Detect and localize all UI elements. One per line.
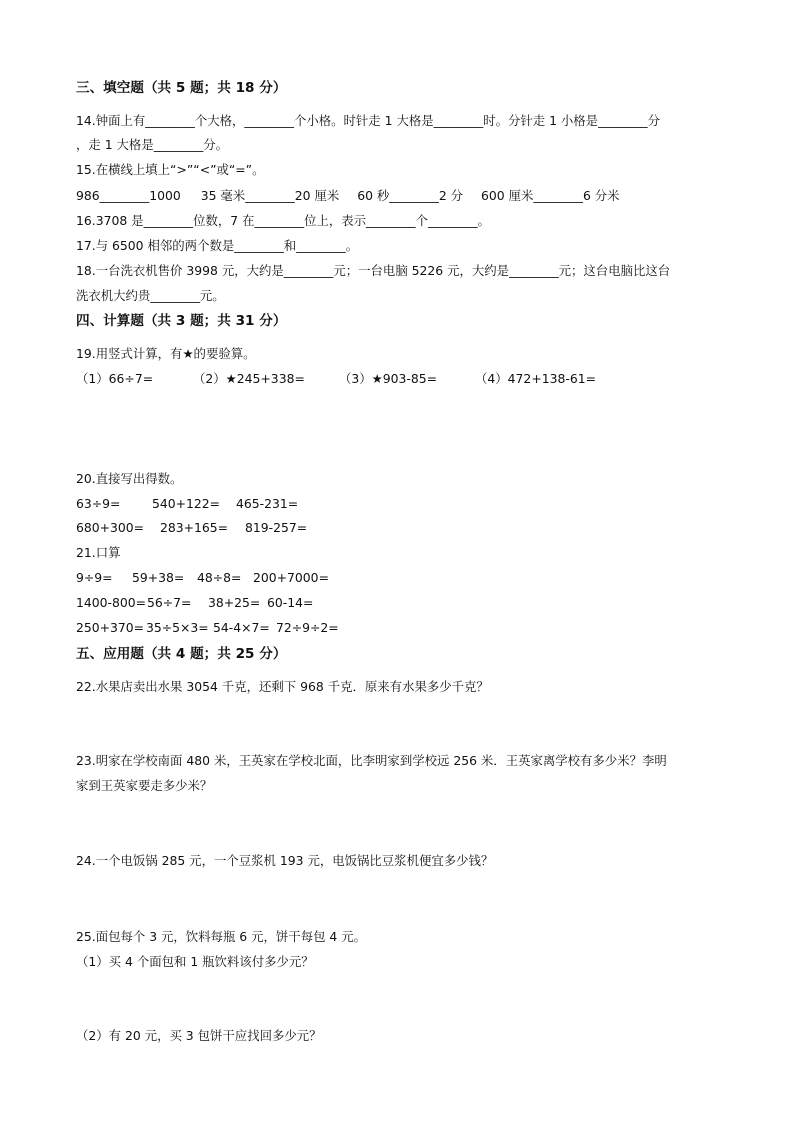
section-heading-fill-blank: 三、填空题（共 5 题；共 18 分） <box>76 80 287 96</box>
question-18-line-1: 18.一台洗衣机售价 3998 元，大约是________元；一台电脑 5226 元，大约是________元；这台电脑比这台 <box>76 263 671 278</box>
question-23-line-2: 家到王英家要走多少米？ <box>76 778 213 793</box>
question-19-items <box>76 371 596 387</box>
q20-item: 540+122= <box>152 496 221 511</box>
question-15-title: 15.在横线上填上“>”“<”或“=”。 <box>76 162 265 177</box>
q21-item: 250+370= <box>76 620 145 635</box>
question-22: 22.水果店卖出水果 3054 千克，还剩下 968 千克．原来有水果多少千克？ <box>76 679 489 694</box>
question-17: 17.与 6500 相邻的两个数是________和________。 <box>76 238 359 253</box>
question-18-line-2: 洗衣机大约贵________元。 <box>76 288 225 303</box>
question-14-line-2: ，走 1 大格是________分。 <box>76 137 229 152</box>
q21-item: 38+25= <box>208 595 261 610</box>
section-heading-calculation: 四、计算题（共 3 题；共 31 分） <box>76 313 287 329</box>
question-25-title: 25.面包每个 3 元，饮料每瓶 6 元，饼干每包 4 元。 <box>76 929 367 944</box>
section-heading-word-problems: 五、应用题（共 4 题；共 25 分） <box>76 646 287 662</box>
question-19-title: 19.用竖式计算，有★的要验算。 <box>76 346 256 361</box>
q20-item: 63÷9= <box>76 496 121 511</box>
question-21-row <box>76 595 313 611</box>
q21-item: 200+7000= <box>253 570 329 585</box>
q21-item: 9÷9= <box>76 570 113 585</box>
q19-item: （2）★245+338= <box>193 371 305 386</box>
q15-item: 35 毫米________20 厘米 <box>200 188 340 203</box>
question-21-title: 21.口算 <box>76 545 121 560</box>
q19-item: （3）★903-85= <box>339 371 438 386</box>
question-14-line-1: 14.钟面上有________个大格，________个小格。时针走 1 大格是________时。分针走 1 小格是________分 <box>76 113 661 128</box>
q20-item: 283+165= <box>160 520 229 535</box>
q19-item: （1）66÷7= <box>76 371 154 386</box>
q21-item: 35÷5×3= <box>146 620 209 635</box>
q21-item: 54-4×7= <box>213 620 270 635</box>
question-21-row <box>76 620 339 636</box>
question-25-sub-1: （1）买 4 个面包和 1 瓶饮料该付多少元？ <box>76 954 314 969</box>
q21-item: 59+38= <box>132 570 185 585</box>
q21-item: 60-14= <box>267 595 314 610</box>
question-20-title: 20.直接写出得数。 <box>76 471 183 486</box>
q15-item: 60 秒________2 分 <box>357 188 464 203</box>
q20-item: 465-231= <box>236 496 299 511</box>
question-25-sub-2: （2）有 20 元，买 3 包饼干应找回多少元？ <box>76 1028 322 1043</box>
q20-item: 680+300= <box>76 520 145 535</box>
q15-item: 600 厘米________6 分米 <box>481 188 620 203</box>
question-15-items <box>76 188 620 204</box>
q21-item: 1400-800= <box>76 595 147 610</box>
question-23-line-1: 23.明家在学校南面 480 米，王英家在学校北面，比李明家到学校远 256 米．王英家离学校有多少米？李明 <box>76 753 667 768</box>
q21-item: 48÷8= <box>197 570 242 585</box>
question-16: 16.3708 是________位数，7 在________位上，表示________个________。 <box>76 213 490 228</box>
question-24: 24.一个电饭锅 285 元，一个豆浆机 193 元，电饭锅比豆浆机便宜多少钱？ <box>76 853 494 868</box>
q19-item: （4）472+138-61= <box>475 371 596 386</box>
q15-item: 986________1000 <box>76 188 181 203</box>
question-21-row <box>76 570 329 586</box>
q20-item: 819-257= <box>245 520 308 535</box>
q21-item: 56÷7= <box>147 595 192 610</box>
q21-item: 72÷9÷2= <box>276 620 339 635</box>
question-20-row <box>76 496 298 512</box>
question-20-row <box>76 520 307 536</box>
